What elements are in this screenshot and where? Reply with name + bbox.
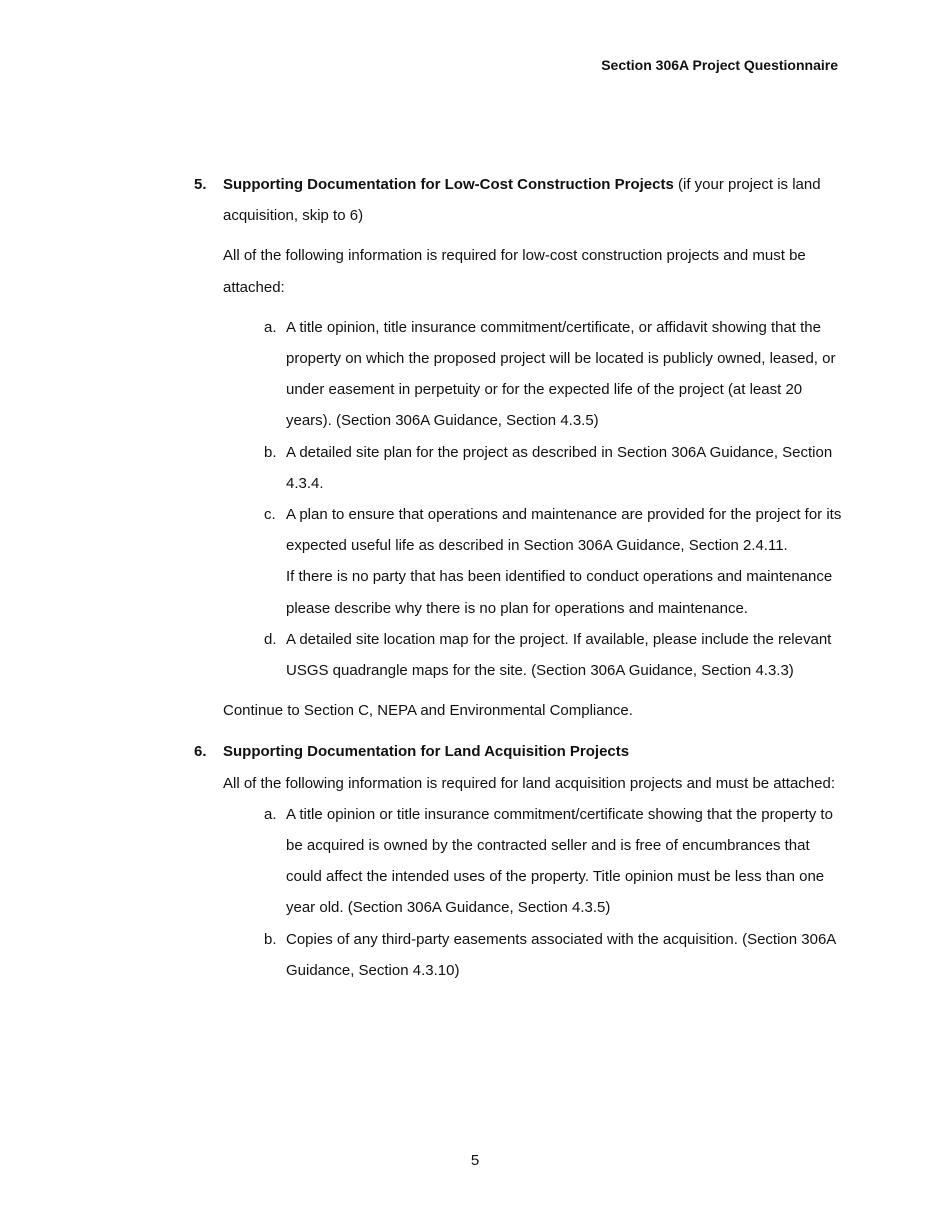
list-item-text: A detailed site plan for the project as described in Section 306A Guidance, Section 4.3.4. — [286, 443, 833, 492]
list-item-text: A title opinion or title insurance commitment/certificate showing that the property to be acquired is owned by the contracted seller and is free of encumbrances that could affect the intended uses of the property. Title opinion must be less than one year old. (Section 306A Guidance, Section 4.3.5) — [286, 805, 833, 917]
continue-instruction: Continue to Section C, NEPA and Environmental Compliance. — [223, 702, 633, 720]
page-number: 5 — [470, 1152, 480, 1169]
document-body — [194, 169, 844, 986]
section-5-number: 5. — [194, 176, 207, 193]
list-item — [264, 437, 844, 499]
section-5 — [194, 169, 844, 726]
section-6-intro: All of the following information is required for land acquisition projects and must be attached: — [223, 774, 836, 792]
list-item — [264, 312, 844, 437]
list-item-text: A title opinion, title insurance commitment/certificate, or affidavit showing that the property on which the proposed project will be located is publicly owned, leased, or under easement in perpetuity or for the expected life of the project (at least 20 years). (Section 306A Guidance, Section 4.3.5) — [286, 318, 836, 430]
section-6-title: Supporting Documentation for Land Acquisition Projects — [223, 743, 630, 761]
list-item-letter: b. — [264, 930, 277, 948]
list-item-note: If there is no party that has been identified to conduct operations and maintenance please describe why there is no plan for operations and maintenance. — [286, 568, 833, 617]
section-6-list — [223, 799, 844, 986]
section-5-title: Supporting Documentation for Low-Cost Construction Projects — [223, 176, 674, 193]
list-item-text: A plan to ensure that operations and maintenance are provided for the project for its expected useful life as described in Section 306A Guidance, Section 2.4.11. — [286, 506, 842, 555]
page-header: Section 306A Project Questionnaire — [601, 57, 838, 73]
list-item-text: Copies of any third-party easements associated with the acquisition. (Section 306A Guidance, Section 4.3.10) — [286, 930, 836, 979]
section-6-number: 6. — [194, 743, 207, 761]
section-6 — [194, 736, 844, 986]
list-item — [264, 799, 844, 924]
list-item-letter: a. — [264, 318, 277, 336]
list-item-letter: a. — [264, 805, 277, 823]
list-item — [264, 924, 844, 986]
list-item-text: A detailed site location map for the project. If available, please include the relevant USGS quadrangle maps for the site. (Section 306A Guidance, Section 4.3.3) — [286, 630, 832, 680]
section-5-list — [223, 312, 844, 686]
list-item-letter: d. — [264, 630, 277, 648]
section-5-title-suffix: (if your project is land acquisition, skip to 6) — [223, 176, 821, 225]
list-item — [264, 499, 844, 624]
list-item-letter: b. — [264, 443, 277, 461]
section-5-intro: All of the following information is required for low-cost construction projects and must be attached: — [223, 247, 806, 296]
list-item-letter: c. — [264, 506, 276, 524]
list-item — [264, 624, 844, 686]
section-5-heading — [223, 169, 844, 231]
